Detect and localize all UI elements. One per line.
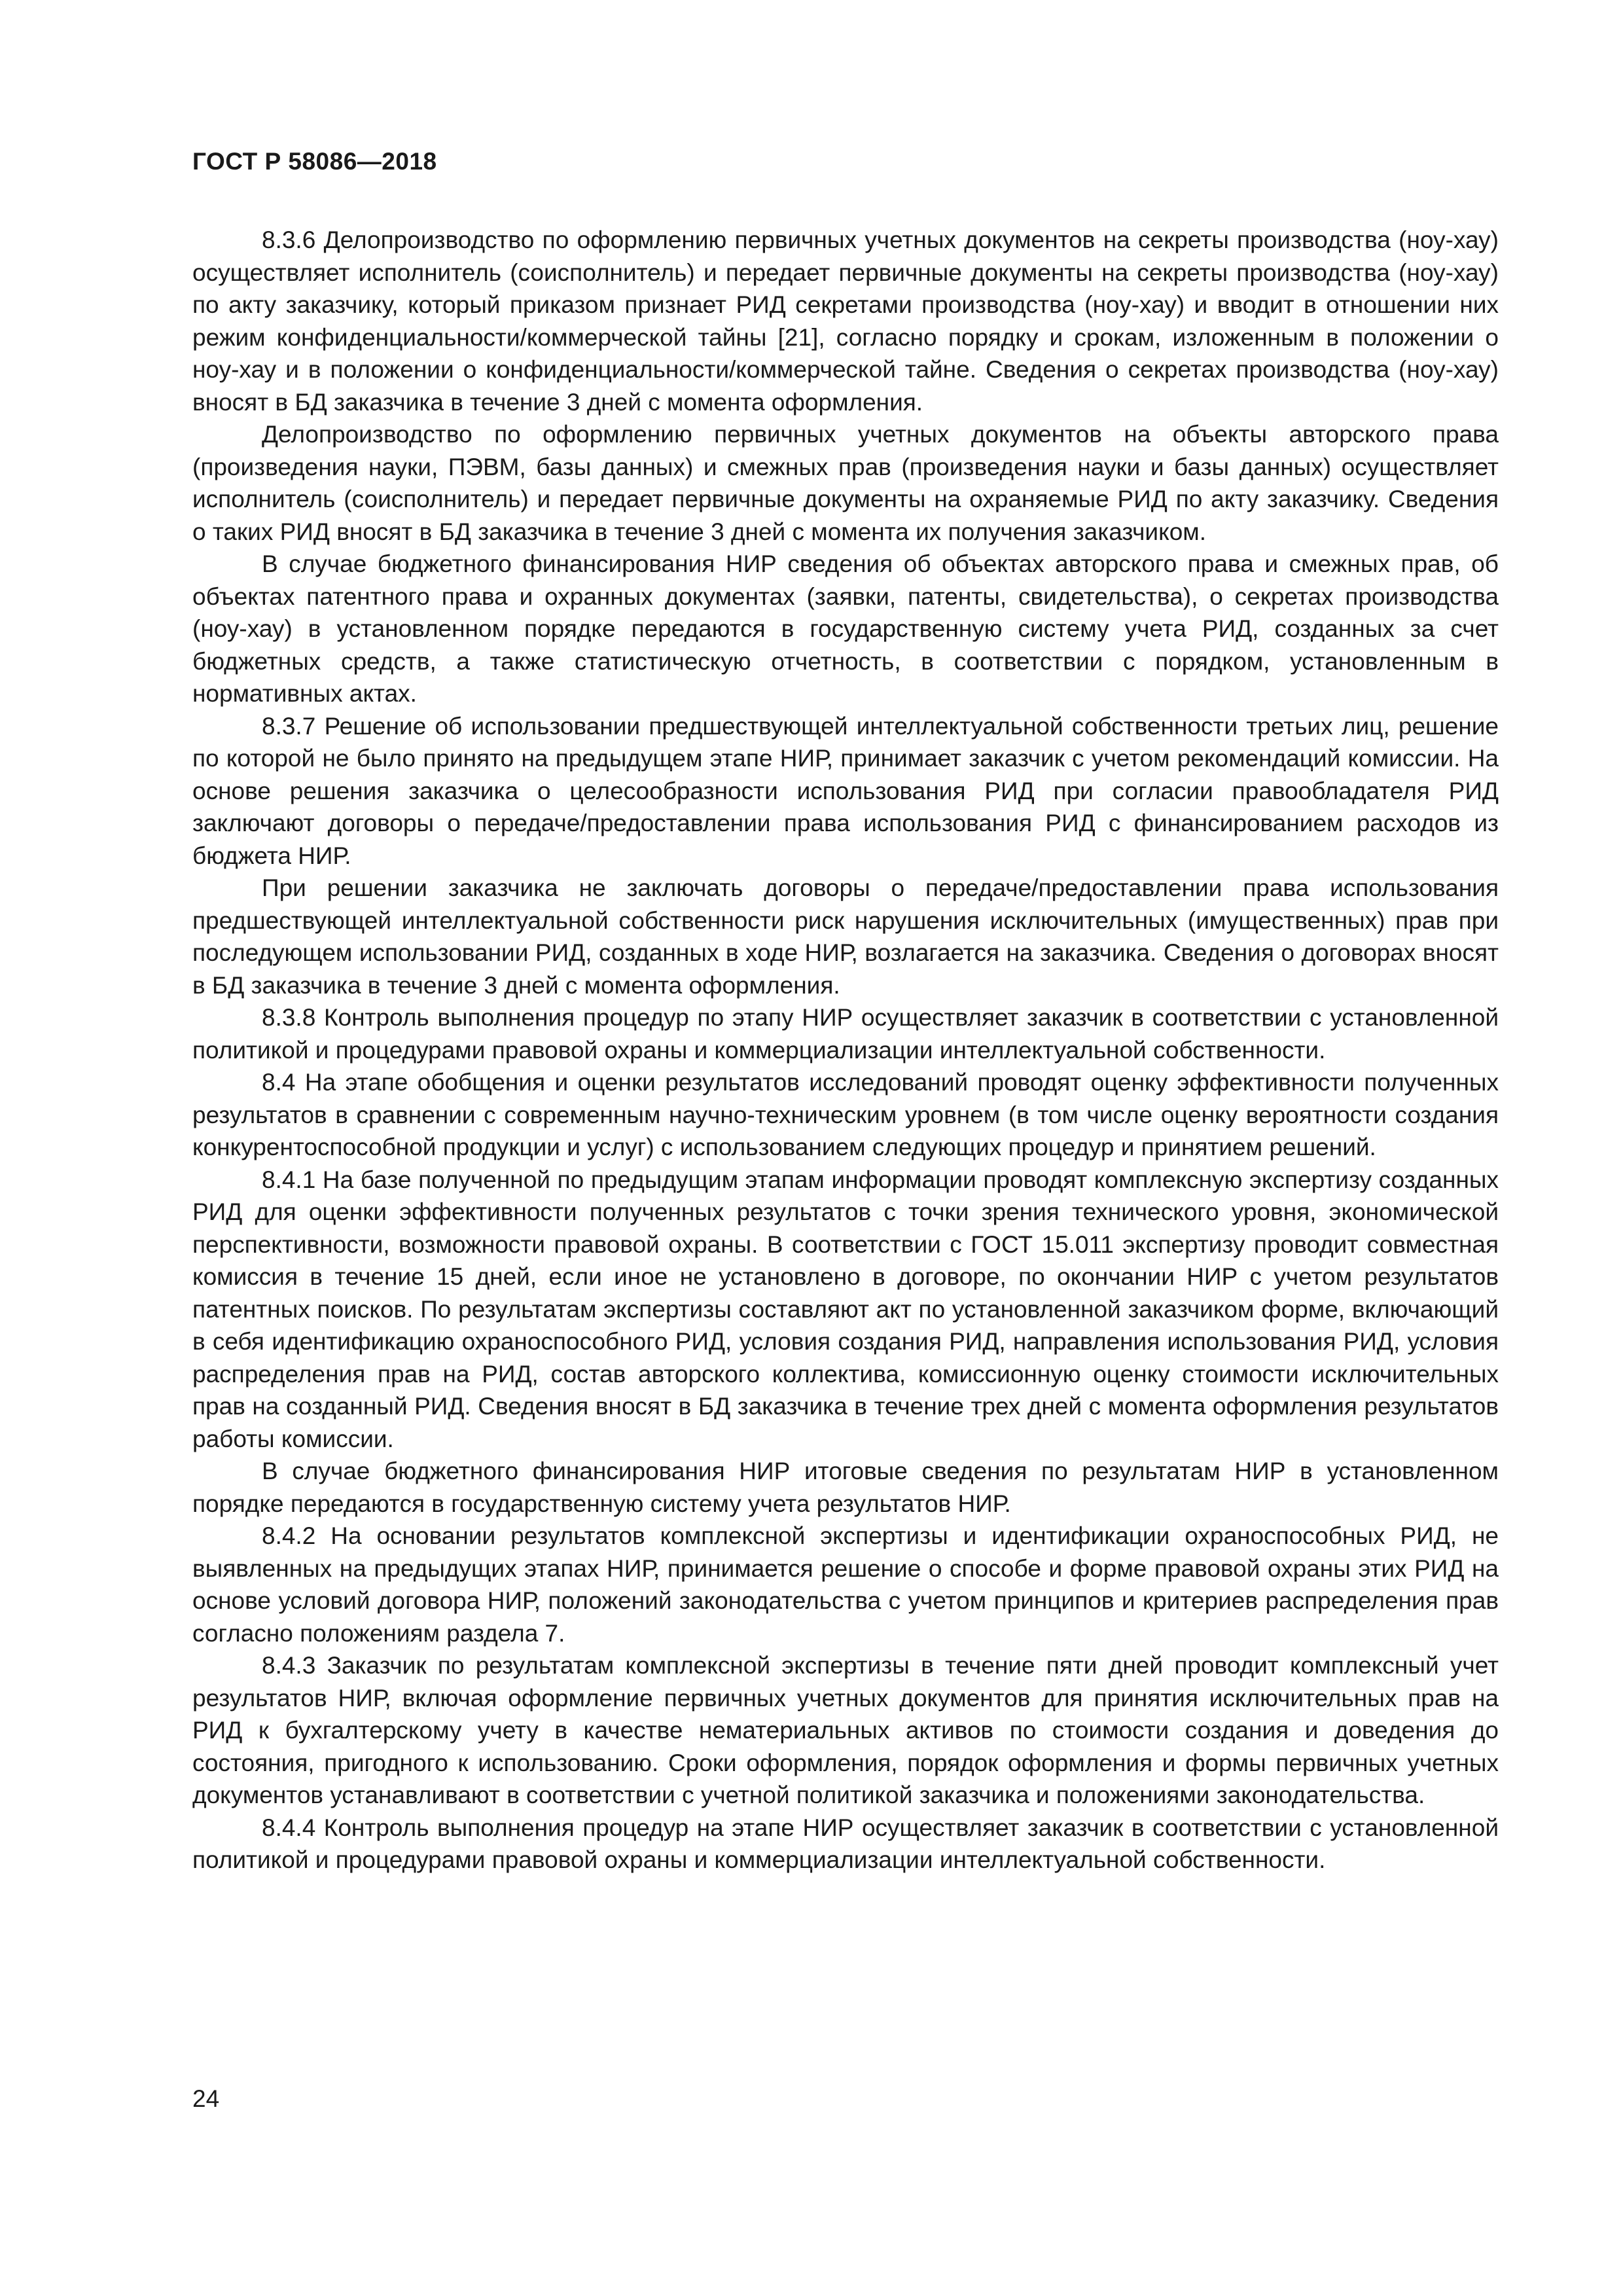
document-body bbox=[192, 224, 1499, 1876]
paragraph-budget-funding: В случае бюджетного финансирования НИР сведения об объектах авторского права и смежных прав, об объектах патентного права и охранных документах (заявки, патенты, свидетельства), о секретах производства (ноу-хау) в установленном порядке передаются в государственную систему учета РИД, созданных за счет бюджетных средств, а также статистическую отчетность, в соответствии с порядком, установленным в нормативных актах. bbox=[192, 550, 1499, 707]
paragraph-copyright-records: Делопроизводство по оформлению первичных учетных документов на объекты авторского права (произведения науки, ПЭВМ, базы данных) и смежных прав (произведения науки и базы данных) осуществляет исполнитель (соисполнитель) и передает первичные документы на охраняемые РИД по акту заказчику. Сведения о таких РИД вносят в БД заказчика в течение 3 дней с момента их получения заказчиком. bbox=[192, 421, 1499, 545]
standard-header: ГОСТ Р 58086—2018 bbox=[192, 148, 437, 175]
paragraph-8-4-3: 8.4.3 Заказчик по результатам комплексной экспертизы в течение пяти дней проводит комплексный учет результатов НИР, включая оформление первичных учетных документов для принятия исключительных прав на РИД к бухгалтерскому учету в качестве нематериальных активов по стоимости создания и доведения до состояния, пригодного к использованию. Сроки оформления, порядок оформления и формы первичных учетных документов устанавливают в соответствии с учетной политикой заказчика и положениями законодательства. bbox=[192, 1652, 1499, 1808]
paragraph-8-4-2: 8.4.2 На основании результатов комплексной экспертизы и идентификации охраноспособных РИД, не выявленных на предыдущих этапах НИР, принимается решение о способе и форме правовой охраны этих РИД на основе условий договора НИР, положений законодательства с учетом принципов и критериев распределения прав согласно положениям раздела 7. bbox=[192, 1522, 1499, 1647]
paragraph-customer-decision-risk: При решении заказчика не заключать договоры о передаче/предоставлении права использования предшествующей интеллектуальной собственности риск нарушения исключительных (имущественных) прав при последующем использовании РИД, созданных в ходе НИР, возлагается на заказчика. Сведения о договорах вносят в БД заказчика в течение 3 дней с момента оформления. bbox=[192, 874, 1499, 999]
paragraph-8-4-4: 8.4.4 Контроль выполнения процедур на этапе НИР осуществляет заказчик в соответствии с установленной политикой и процедурами правовой охраны и коммерциализации интеллектуальной собственности. bbox=[192, 1814, 1499, 1873]
paragraph-8-3-8: 8.3.8 Контроль выполнения процедур по этапу НИР осуществляет заказчик в соответствии с установленной политикой и процедурами правовой охраны и коммерциализации интеллектуальной собственности. bbox=[192, 1004, 1499, 1064]
paragraph-budget-final-info: В случае бюджетного финансирования НИР итоговые сведения по результатам НИР в установленном порядке передаются в государственную систему учета результатов НИР. bbox=[192, 1458, 1499, 1517]
paragraph-8-3-6: 8.3.6 Делопроизводство по оформлению первичных учетных документов на секреты производства (ноу-хау) осуществляет исполнитель (соисполнитель) и передает первичные документы на секреты производства (ноу-хау) по акту заказчику, который приказом признает РИД секретами производства (ноу-хау) и вводит в отношении них режим конфиденциальности/коммерческой тайны [21], согласно порядку и срокам, изложенным в положении о ноу-хау и в положении о конфиденциальности/коммерческой тайне. Сведения о секретах производства (ноу-хау) вносят в БД заказчика в течение 3 дней с момента оформления. bbox=[192, 226, 1499, 416]
paragraph-8-4: 8.4 На этапе обобщения и оценки результатов исследований проводят оценку эффективности полученных результатов в сравнении с современным научно-техническим уровнем (в том числе оценку вероятности создания конкурентоспособной продукции и услуг) с использованием следующих процедур и принятием решений. bbox=[192, 1069, 1499, 1160]
page-number: 24 bbox=[192, 2085, 220, 2112]
paragraph-8-3-7: 8.3.7 Решение об использовании предшествующей интеллектуальной собственности третьих лиц, решение по которой не было принято на предыдущем этапе НИР, принимает заказчик с учетом рекомендаций комиссии. На основе решения заказчика о целесообразности использования РИД при согласии правообладателя РИД заключают договоры о передаче/предоставлении права использования РИД с финансированием расходов из бюджета НИР. bbox=[192, 712, 1499, 869]
paragraph-8-4-1: 8.4.1 На базе полученной по предыдущим этапам информации проводят комплексную экспертизу созданных РИД для оценки эффективности полученных результатов с точки зрения технического уровня, экономической перспективности, возможности правовой охраны. В соответствии с ГОСТ 15.011 экспертизу проводит совместная комиссия в течение 15 дней, если иное не установлено в договоре, по окончании НИР с учетом результатов патентных поисков. По результатам экспертизы составляют акт по установленной заказчиком форме, включающий в себя идентификацию охраноспособного РИД, условия создания РИД, направления использования РИД, условия распределения прав на РИД, состав авторского коллектива, комиссионную оценку стоимости исключительных прав на созданный РИД. Сведения вносят в БД заказчика в течение трех дней с момента оформления результатов работы комиссии. bbox=[192, 1166, 1499, 1452]
